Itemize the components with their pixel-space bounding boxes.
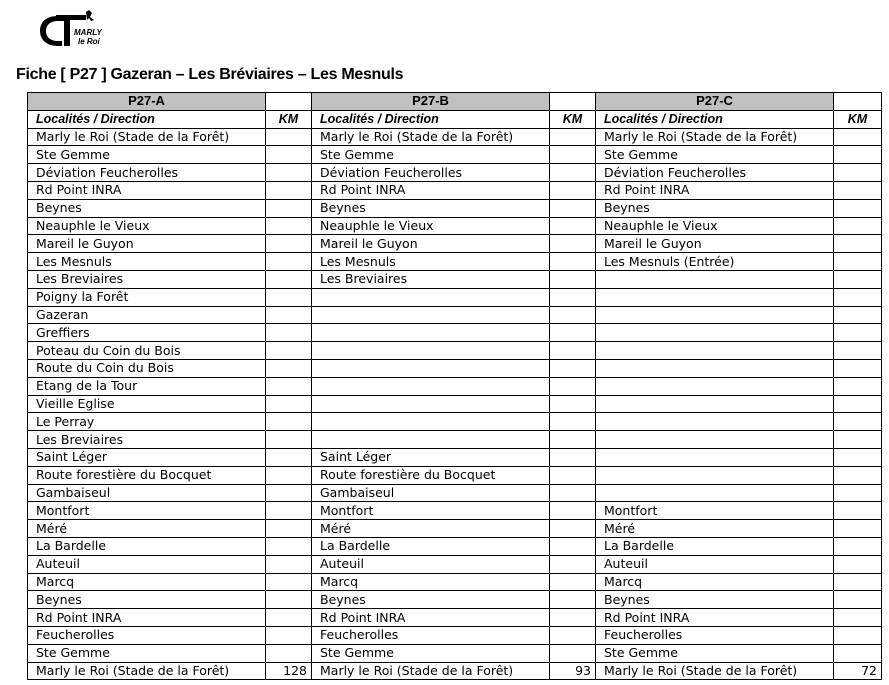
route-table-body xyxy=(28,128,882,680)
cell-km-c xyxy=(834,235,882,253)
cell-km-b xyxy=(550,626,596,644)
cell-km-a xyxy=(266,573,312,591)
cell-locality-c: Marly le Roi (Stade de la Forêt) xyxy=(596,662,834,680)
cell-km-a xyxy=(266,448,312,466)
cell-locality-a: Gambaiseul xyxy=(28,484,266,502)
cell-km-b xyxy=(550,359,596,377)
cell-locality-c xyxy=(596,306,834,324)
table-row xyxy=(28,609,882,627)
cell-locality-c: Rd Point INRA xyxy=(596,609,834,627)
cell-locality-a: Neauphle le Vieux xyxy=(28,217,266,235)
cell-locality-a: Rd Point INRA xyxy=(28,609,266,627)
cell-km-c xyxy=(834,164,882,182)
cell-km-c xyxy=(834,484,882,502)
table-row xyxy=(28,359,882,377)
route-table xyxy=(27,92,882,680)
cell-km-b xyxy=(550,324,596,342)
cell-locality-a: Le Perray xyxy=(28,413,266,431)
cell-locality-a: Ste Gemme xyxy=(28,644,266,662)
cell-locality-a: Les Breviaires xyxy=(28,431,266,449)
cell-locality-b: Saint Léger xyxy=(312,448,550,466)
table-row xyxy=(28,377,882,395)
cell-locality-c xyxy=(596,431,834,449)
cell-locality-b: Route forestière du Bocquet xyxy=(312,466,550,484)
cell-km-c xyxy=(834,431,882,449)
cell-locality-a: Marly le Roi (Stade de la Forêt) xyxy=(28,662,266,680)
cell-km-a xyxy=(266,466,312,484)
cell-locality-c: Méré xyxy=(596,520,834,538)
cell-locality-a: Les Breviaires xyxy=(28,270,266,288)
table-row xyxy=(28,573,882,591)
cell-km-b xyxy=(550,217,596,235)
cell-km-a xyxy=(266,342,312,360)
table-row xyxy=(28,644,882,662)
cell-locality-a: Gazeran xyxy=(28,306,266,324)
cell-locality-b: Beynes xyxy=(312,199,550,217)
cell-km-c xyxy=(834,395,882,413)
cell-locality-a: Route du Coin du Bois xyxy=(28,359,266,377)
cell-km-b xyxy=(550,128,596,146)
cell-km-a xyxy=(266,235,312,253)
cell-locality-b: Marly le Roi (Stade de la Forêt) xyxy=(312,662,550,680)
cell-locality-a: Marcq xyxy=(28,573,266,591)
cell-km-a xyxy=(266,128,312,146)
cell-locality-b: Beynes xyxy=(312,591,550,609)
cell-locality-a: Beynes xyxy=(28,591,266,609)
cell-km-c xyxy=(834,359,882,377)
cell-locality-c: Les Mesnuls (Entrée) xyxy=(596,253,834,271)
cell-km-b xyxy=(550,537,596,555)
cell-locality-b xyxy=(312,431,550,449)
table-row xyxy=(28,448,882,466)
cell-km-a xyxy=(266,146,312,164)
table-row xyxy=(28,626,882,644)
cell-km-b xyxy=(550,395,596,413)
cell-locality-c: Mareil le Guyon xyxy=(596,235,834,253)
cell-km-a xyxy=(266,377,312,395)
cell-locality-b: Rd Point INRA xyxy=(312,609,550,627)
cell-locality-b xyxy=(312,288,550,306)
cell-locality-a: Rd Point INRA xyxy=(28,181,266,199)
table-row xyxy=(28,520,882,538)
cell-km-a xyxy=(266,626,312,644)
cell-locality-c: La Bardelle xyxy=(596,537,834,555)
cell-km-b xyxy=(550,431,596,449)
cell-km-b xyxy=(550,342,596,360)
cell-locality-c xyxy=(596,413,834,431)
table-row xyxy=(28,199,882,217)
cell-locality-b xyxy=(312,377,550,395)
cell-km-c xyxy=(834,128,882,146)
logo-text-line2: le Roi xyxy=(78,37,100,46)
cell-km-c: 72 xyxy=(834,662,882,680)
cell-km-b xyxy=(550,164,596,182)
cell-km-b xyxy=(550,609,596,627)
cell-locality-b: Déviation Feucherolles xyxy=(312,164,550,182)
table-row xyxy=(28,413,882,431)
cell-locality-c: Beynes xyxy=(596,199,834,217)
table-row xyxy=(28,342,882,360)
cell-km-b xyxy=(550,502,596,520)
cell-km-c xyxy=(834,573,882,591)
cell-km-a xyxy=(266,413,312,431)
cell-km-c xyxy=(834,448,882,466)
route-header-b: P27-B xyxy=(312,93,550,111)
cell-locality-b: Les Breviaires xyxy=(312,270,550,288)
cell-km-a xyxy=(266,520,312,538)
cell-km-a xyxy=(266,324,312,342)
cell-locality-a: Feucherolles xyxy=(28,626,266,644)
cell-km-a xyxy=(266,359,312,377)
cell-locality-b: Auteuil xyxy=(312,555,550,573)
route-header-row xyxy=(28,93,882,111)
cell-locality-b xyxy=(312,395,550,413)
club-logo xyxy=(36,8,106,52)
table-row xyxy=(28,537,882,555)
cell-km-b xyxy=(550,199,596,217)
cell-locality-c: Rd Point INRA xyxy=(596,181,834,199)
cell-locality-c: Ste Gemme xyxy=(596,644,834,662)
cell-locality-a: Poigny la Forêt xyxy=(28,288,266,306)
cell-km-c xyxy=(834,537,882,555)
cell-locality-a: Marly le Roi (Stade de la Forêt) xyxy=(28,128,266,146)
cell-km-a xyxy=(266,555,312,573)
cell-km-c xyxy=(834,146,882,164)
cell-km-c xyxy=(834,520,882,538)
cell-km-b xyxy=(550,573,596,591)
cell-locality-a: Méré xyxy=(28,520,266,538)
route-header-c: P27-C xyxy=(596,93,834,111)
cell-locality-b: Mareil le Guyon xyxy=(312,235,550,253)
cell-locality-a: Etang de la Tour xyxy=(28,377,266,395)
cell-km-c xyxy=(834,609,882,627)
cell-km-a xyxy=(266,431,312,449)
cell-locality-c xyxy=(596,448,834,466)
table-row xyxy=(28,217,882,235)
cell-km-c xyxy=(834,591,882,609)
cell-km-a xyxy=(266,181,312,199)
cell-locality-c: Beynes xyxy=(596,591,834,609)
cell-locality-c xyxy=(596,324,834,342)
cell-km-a xyxy=(266,199,312,217)
cell-locality-b: La Bardelle xyxy=(312,537,550,555)
cell-km-c xyxy=(834,253,882,271)
cell-km-a xyxy=(266,537,312,555)
cell-km-a xyxy=(266,644,312,662)
cell-locality-a: Montfort xyxy=(28,502,266,520)
cell-km-a xyxy=(266,288,312,306)
cell-km-b xyxy=(550,466,596,484)
cell-km-b: 93 xyxy=(550,662,596,680)
cell-locality-a: Auteuil xyxy=(28,555,266,573)
cell-km-c xyxy=(834,270,882,288)
table-row xyxy=(28,466,882,484)
cell-km-c xyxy=(834,342,882,360)
cell-locality-c: Neauphle le Vieux xyxy=(596,217,834,235)
cell-locality-c xyxy=(596,270,834,288)
cell-km-a xyxy=(266,306,312,324)
cell-km-a xyxy=(266,395,312,413)
cell-km-c xyxy=(834,555,882,573)
cell-locality-a: Vieille Eglise xyxy=(28,395,266,413)
cell-km-a xyxy=(266,502,312,520)
table-row xyxy=(28,324,882,342)
cell-locality-b: Neauphle le Vieux xyxy=(312,217,550,235)
cell-km-b xyxy=(550,146,596,164)
cell-locality-b: Feucherolles xyxy=(312,626,550,644)
cell-km-b xyxy=(550,270,596,288)
cell-locality-c xyxy=(596,484,834,502)
cell-km-c xyxy=(834,502,882,520)
cell-km-c xyxy=(834,217,882,235)
column-header-row xyxy=(28,110,882,128)
cell-km-a xyxy=(266,591,312,609)
cell-km-a xyxy=(266,270,312,288)
table-row xyxy=(28,662,882,680)
cell-locality-c xyxy=(596,395,834,413)
cell-km-b xyxy=(550,288,596,306)
cell-locality-c xyxy=(596,377,834,395)
cell-km-a xyxy=(266,609,312,627)
cell-locality-c xyxy=(596,359,834,377)
table-row xyxy=(28,502,882,520)
table-row xyxy=(28,484,882,502)
cell-km-b xyxy=(550,306,596,324)
cell-km-b xyxy=(550,484,596,502)
route-header-c-blank xyxy=(834,93,882,111)
column-header-km-c: KM xyxy=(834,110,882,128)
cell-locality-a: Poteau du Coin du Bois xyxy=(28,342,266,360)
cell-locality-b xyxy=(312,342,550,360)
cell-km-a xyxy=(266,484,312,502)
table-row xyxy=(28,128,882,146)
cell-locality-c: Ste Gemme xyxy=(596,146,834,164)
table-row xyxy=(28,253,882,271)
cell-locality-c: Déviation Feucherolles xyxy=(596,164,834,182)
cell-locality-a: Greffiers xyxy=(28,324,266,342)
cell-locality-c: Marcq xyxy=(596,573,834,591)
page-title: Fiche [ P27 ] Gazeran – Les Bréviaires – Les Mesnuls xyxy=(16,66,404,83)
cell-km-b xyxy=(550,253,596,271)
cell-km-b xyxy=(550,520,596,538)
cell-locality-a: Beynes xyxy=(28,199,266,217)
cell-locality-b xyxy=(312,324,550,342)
table-row xyxy=(28,181,882,199)
cell-km-c xyxy=(834,644,882,662)
cell-locality-c: Marly le Roi (Stade de la Forêt) xyxy=(596,128,834,146)
cell-km-c xyxy=(834,413,882,431)
route-header-a-blank xyxy=(266,93,312,111)
table-row xyxy=(28,395,882,413)
column-header-localites-a: Localités / Direction xyxy=(28,110,266,128)
cell-km-c xyxy=(834,306,882,324)
route-header-b-blank xyxy=(550,93,596,111)
cell-locality-a: Saint Léger xyxy=(28,448,266,466)
cell-locality-c xyxy=(596,342,834,360)
cell-locality-b: Méré xyxy=(312,520,550,538)
cell-locality-c: Auteuil xyxy=(596,555,834,573)
logo-text-line1: MARLY xyxy=(74,28,102,37)
cell-locality-c xyxy=(596,466,834,484)
table-row xyxy=(28,270,882,288)
cell-locality-a: La Bardelle xyxy=(28,537,266,555)
cell-locality-b: Gambaiseul xyxy=(312,484,550,502)
column-header-localites-c: Localités / Direction xyxy=(596,110,834,128)
cell-locality-c: Feucherolles xyxy=(596,626,834,644)
table-row xyxy=(28,591,882,609)
cell-locality-b: Ste Gemme xyxy=(312,644,550,662)
column-header-localites-b: Localités / Direction xyxy=(312,110,550,128)
cell-locality-c xyxy=(596,288,834,306)
column-header-km-a: KM xyxy=(266,110,312,128)
cell-km-c xyxy=(834,466,882,484)
cell-locality-b: Rd Point INRA xyxy=(312,181,550,199)
table-row xyxy=(28,555,882,573)
table-row xyxy=(28,431,882,449)
cell-km-b xyxy=(550,591,596,609)
cell-km-b xyxy=(550,448,596,466)
table-row xyxy=(28,146,882,164)
cell-locality-b: Marly le Roi (Stade de la Forêt) xyxy=(312,128,550,146)
cell-locality-b: Montfort xyxy=(312,502,550,520)
route-header-a: P27-A xyxy=(28,93,266,111)
table-row xyxy=(28,164,882,182)
cell-km-a xyxy=(266,217,312,235)
cell-km-b xyxy=(550,377,596,395)
column-header-km-b: KM xyxy=(550,110,596,128)
cell-locality-a: Route forestière du Bocquet xyxy=(28,466,266,484)
cell-km-c xyxy=(834,626,882,644)
cell-km-c xyxy=(834,288,882,306)
cell-km-a xyxy=(266,164,312,182)
cell-km-b xyxy=(550,555,596,573)
cell-km-a xyxy=(266,253,312,271)
cell-locality-b: Marcq xyxy=(312,573,550,591)
cell-km-c xyxy=(834,377,882,395)
club-logo-icon xyxy=(36,8,106,52)
cell-locality-b xyxy=(312,359,550,377)
cell-km-b xyxy=(550,181,596,199)
cell-locality-a: Mareil le Guyon xyxy=(28,235,266,253)
cell-locality-a: Ste Gemme xyxy=(28,146,266,164)
cell-km-c xyxy=(834,199,882,217)
cell-locality-b xyxy=(312,413,550,431)
cell-locality-b: Les Mesnuls xyxy=(312,253,550,271)
cell-locality-c: Montfort xyxy=(596,502,834,520)
cell-km-a: 128 xyxy=(266,662,312,680)
table-row xyxy=(28,288,882,306)
cell-locality-b xyxy=(312,306,550,324)
cell-km-c xyxy=(834,181,882,199)
table-row xyxy=(28,306,882,324)
cell-locality-b: Ste Gemme xyxy=(312,146,550,164)
cell-km-b xyxy=(550,644,596,662)
cell-locality-a: Déviation Feucherolles xyxy=(28,164,266,182)
table-row xyxy=(28,235,882,253)
cell-km-c xyxy=(834,324,882,342)
cell-km-b xyxy=(550,235,596,253)
cell-locality-a: Les Mesnuls xyxy=(28,253,266,271)
cell-km-b xyxy=(550,413,596,431)
